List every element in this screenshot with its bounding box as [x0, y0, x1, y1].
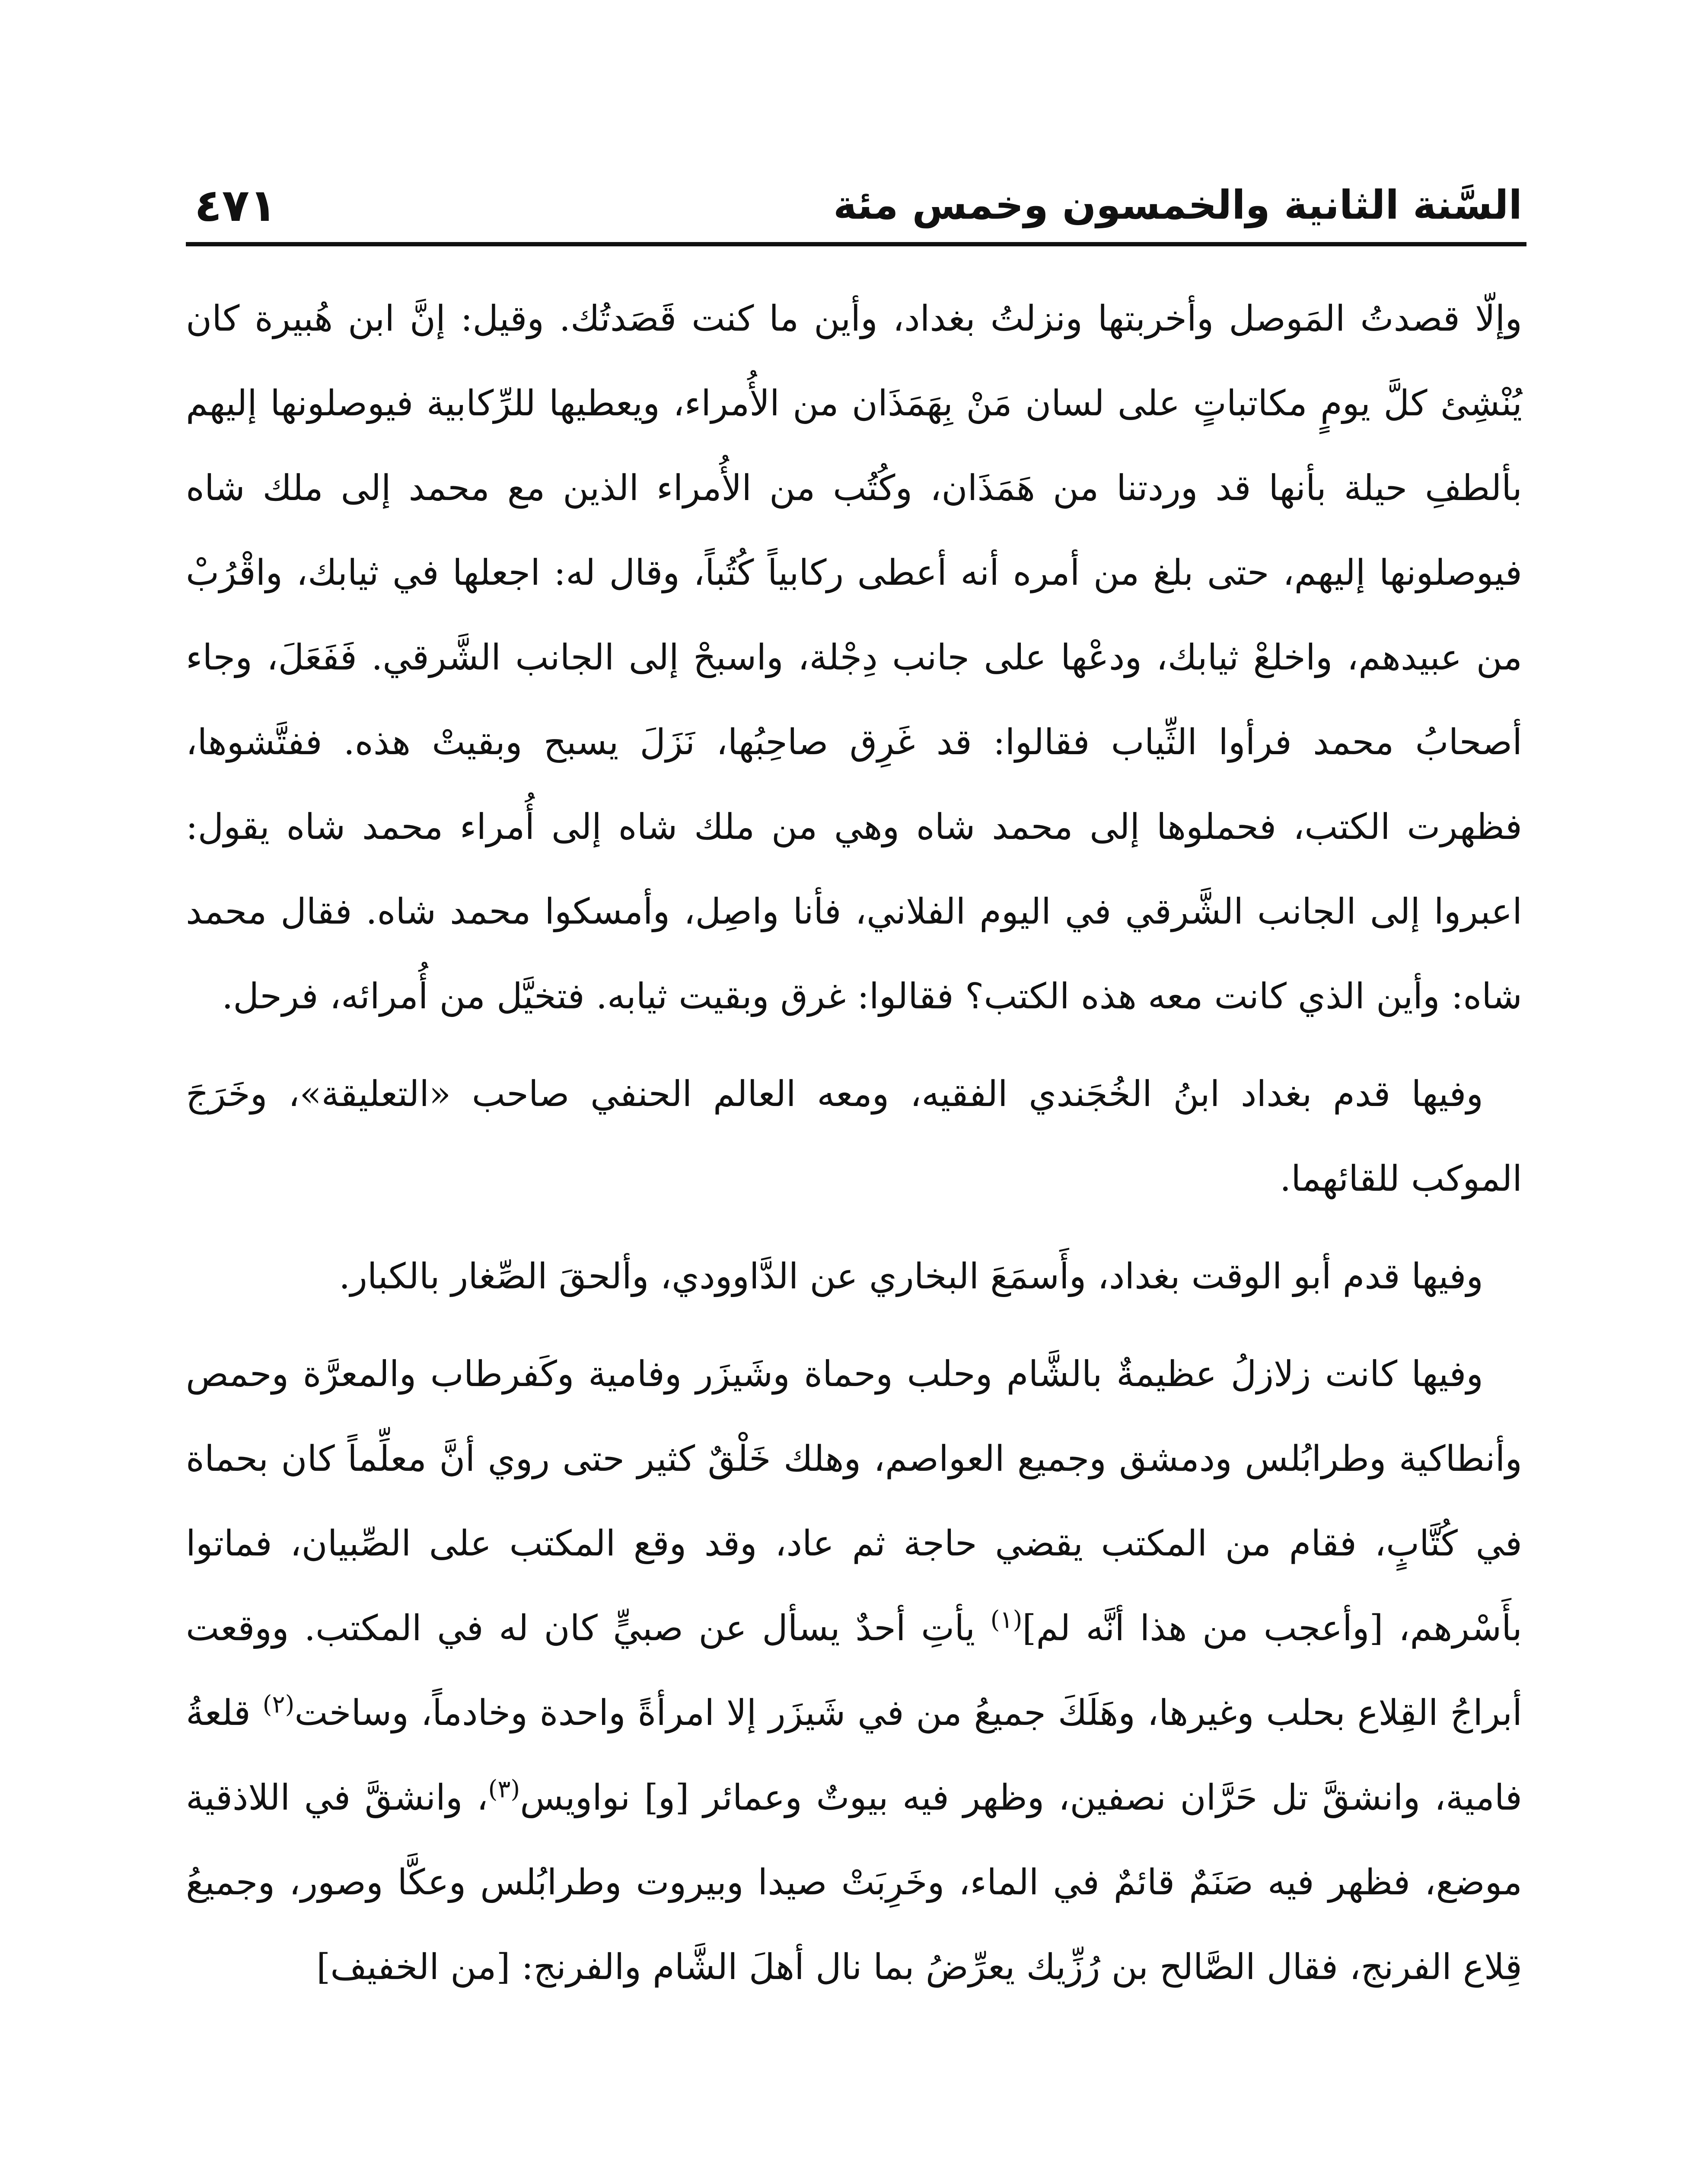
footnote-marker-2[interactable]: (٢) [262, 1690, 295, 1719]
earthquakes-text-3: قلعةُ فامية، وانشقَّ تل حَرَّان نصفين، وظهر فيه بيوتٌ وعمائر [و] نواويس [186, 1692, 1522, 1818]
earthquakes-text-1: وفيها كانت زلازلُ عظيمةٌ بالشَّام وحلب وحماة وشَيزَر وفامية وكَفرطاب والمعرَّة وحمص وأنطاكية وطرابُلس ودمشق وجميع العواصم، وهلك خَلْقٌ كثير حتى روي أنَّ معلِّماً كان بحماة في كُتَّابٍ، فقام من المكتب يقضي حاجة ثم عاد، وقد وقع المكتب على الصِّبيان، فماتوا بأَسْرهم، [وأعجب من هذا أنَّه لم] [186, 1354, 1522, 1649]
header-rule [186, 242, 1526, 246]
earthquakes-text-4: ، وانشقَّ في اللاذقية موضع، فظهر فيه صَنَمٌ قائمٌ في الماء، وخَرِبَتْ صيدا وبيروت وطرابُلس وعكَّا وصور، وجميعُ قِلاع الفرنج، فقال الصَّالح بن رُزِّيك يعرِّضُ بما نال أهلَ الشَّام والفرنج: [من الخفيف] [186, 1777, 1522, 1988]
footnote-marker-3[interactable]: (٣) [488, 1775, 520, 1804]
footnote-marker-1[interactable]: (١) [990, 1606, 1023, 1634]
main-text [186, 277, 1522, 2010]
running-header [186, 171, 1522, 236]
page-number: ٤٧١ [194, 179, 277, 232]
paragraph-ibn-hubayra: وإلّا قصدتُ المَوصل وأخربتها ونزلتُ بغداد، وأين ما كنت قَصَدتُك. وقيل: إنَّ ابن هُبيرة كان يُنْشِئ كلَّ يومٍ مكاتباتٍ على لسان مَنْ بِهَمَذَان من الأُمراء، ويعطيها للرِّكابية فيوصلونها إليهم بألطفِ حيلة بأنها قد وردتنا من هَمَذَان، وكُتُب من الأُمراء الذين مع محمد إلى ملك شاه فيوصلونها إليهم، حتى بلغ من أمره أنه أعطى ركابياً كُتُباً، وقال له: اجعلها في ثيابك، واقْرُبْ من عبيدهم، واخلعْ ثيابك، ودعْها على جانب دِجْلة، واسبحْ إلى الجانب الشَّرقي. فَفَعَلَ، وجاء أصحابُ محمد فرأوا الثِّياب فقالوا: قد غَرِق صاحِبُها، نَزَلَ يسبح وبقيتْ هذه. ففتَّشوها، فظهرت الكتب، فحملوها إلى محمد شاه وهي من ملك شاه إلى أُمراء محمد شاه يقول: اعبروا إلى الجانب الشَّرقي في اليوم الفلاني، فأنا واصِل، وأمسكوا محمد شاه. فقال محمد شاه: وأين الذي كانت معه هذه الكتب؟ فقالوا: غرق وبقيت ثيابه. فتخيَّل من أُمرائه، فرحل. [186, 298, 1522, 1017]
running-title: السَّنة الثانية والخمسون وخمس مئة [833, 182, 1522, 228]
paragraph-khujandi: وفيها قدم بغداد ابنُ الخُجَندي الفقيه، ومعه العالم الحنفي صاحب «التعليقة»، وخَرَجَ الموكب للقائهما. [186, 1074, 1522, 1199]
paragraph-abu-al-waqt: وفيها قدم أبو الوقت بغداد، وأَسمَعَ البخاري عن الدَّاوودي، وألحقَ الصِّغار بالكبار. [339, 1256, 1483, 1297]
earthquakes-text-2: يأتِ أحدٌ يسأل عن صبيٍّ كان له في المكتب. ووقعت أبراجُ القِلاع بحلب وغيرها، وهَلَكَ جميعُ من في شَيزَر إلا امرأةً واحدة وخادماً، وساخت [186, 1608, 1522, 1734]
paragraph-earthquakes [186, 1332, 1522, 2010]
